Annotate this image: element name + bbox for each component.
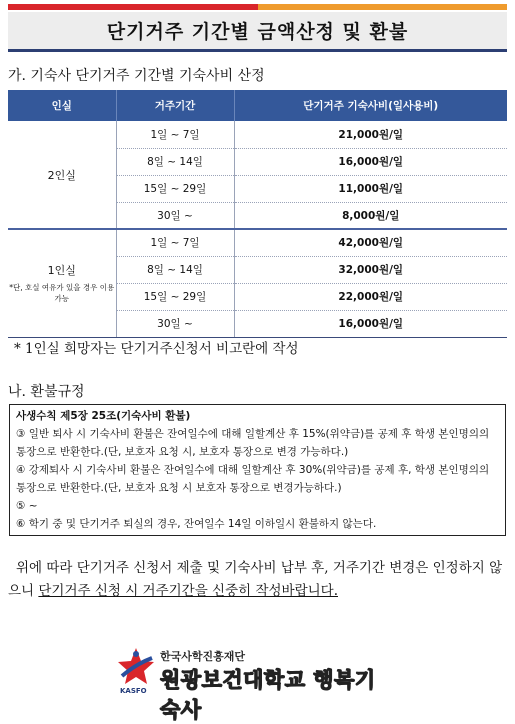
header-room: 인실 — [8, 90, 116, 121]
fee-cell: 32,000원/일 — [234, 256, 507, 283]
fee-cell: 16,000원/일 — [234, 148, 507, 175]
notice-underlined: 단기거주 신청 시 거주기간을 신중히 작성바랍니다. — [38, 583, 338, 599]
kasfo-mark-text: KASFO — [120, 687, 147, 695]
room-type-label: 1인실 — [47, 264, 76, 278]
fee-cell: 42,000원/일 — [234, 229, 507, 256]
section-b-heading: 나. 환불규정 — [8, 384, 85, 400]
room-availability-note: *단, 호실 여유가 있을 경우 이용가능 — [9, 283, 115, 304]
footer-logo — [116, 646, 396, 722]
period-cell: 1일 ~ 7일 — [116, 121, 234, 148]
header-period: 거주기간 — [116, 90, 234, 121]
period-cell: 30일 ~ — [116, 310, 234, 337]
fee-cell: 8,000원/일 — [234, 202, 507, 229]
logo-org-name: 한국사학진흥재단 — [160, 650, 246, 663]
fee-cell: 11,000원/일 — [234, 175, 507, 202]
top-bar-orange — [258, 4, 508, 10]
rule-item: ⑥ 학기 중 및 단기거주 퇴실의 경우, 잔여일수 14일 이하일시 환불하지 않는다. — [16, 518, 377, 530]
page-title: 단기거주 기간별 금액산정 및 환불 — [106, 21, 409, 43]
period-cell: 8일 ~ 14일 — [116, 256, 234, 283]
table-row — [8, 229, 507, 256]
fee-cell: 21,000원/일 — [234, 121, 507, 148]
kasfo-star-icon — [116, 646, 156, 688]
table-row — [8, 121, 507, 148]
refund-rules-box — [9, 404, 506, 536]
rule-item: ④ 강제퇴사 시 기숙사비 환불은 잔여일수에 대해 일할계산 후 30%(위약금)를 공제 후, 학생 본인명의의 통장으로 반환한다.(단, 보호자 요청 시 보호자 통장으로 변경가능하다.) — [16, 464, 490, 494]
period-cell: 15일 ~ 29일 — [116, 175, 234, 202]
fee-table-header — [8, 90, 507, 121]
room-type-cell — [8, 229, 116, 337]
header-fee: 단기거주 기숙사비(일사용비) — [234, 90, 507, 121]
rule-item: ⑤ ~ — [16, 500, 38, 512]
title-banner — [8, 12, 507, 52]
period-cell: 1일 ~ 7일 — [116, 229, 234, 256]
period-cell: 8일 ~ 14일 — [116, 148, 234, 175]
top-color-bar — [8, 4, 507, 10]
room-type-label: 2인실 — [47, 168, 76, 182]
notice-text: 위에 따라 단기거주 신청서 제출 및 기숙사비 납부 후, 거주기간 변경은 인정하지 않으니 — [8, 560, 503, 599]
section-a-heading: 가. 기숙사 단기거주 기간별 기숙사비 산정 — [8, 68, 265, 84]
top-bar-red — [8, 4, 258, 10]
rules-heading: 사생수칙 제5장 25조(기숙사비 환불) — [16, 410, 191, 422]
fee-table — [8, 90, 507, 338]
fee-cell: 22,000원/일 — [234, 283, 507, 310]
room-type-cell — [8, 121, 116, 229]
single-room-note: * 1인실 희망자는 단기거주신청서 비고란에 작성 — [14, 341, 299, 357]
logo-dorm-name: 원광보건대학교 행복기숙사 — [160, 668, 376, 722]
period-cell: 30일 ~ — [116, 202, 234, 229]
fee-cell: 16,000원/일 — [234, 310, 507, 337]
notice-paragraph — [8, 557, 507, 603]
rule-item: ③ 일반 퇴사 시 기숙사비 환불은 잔여일수에 대해 일할계산 후 15%(위약금)를 공제 후 학생 본인명의의 통장으로 반환한다.(단, 보호자 요청 시, 보호자 통장으로 변경 가능하다.) — [16, 428, 490, 458]
period-cell: 15일 ~ 29일 — [116, 283, 234, 310]
